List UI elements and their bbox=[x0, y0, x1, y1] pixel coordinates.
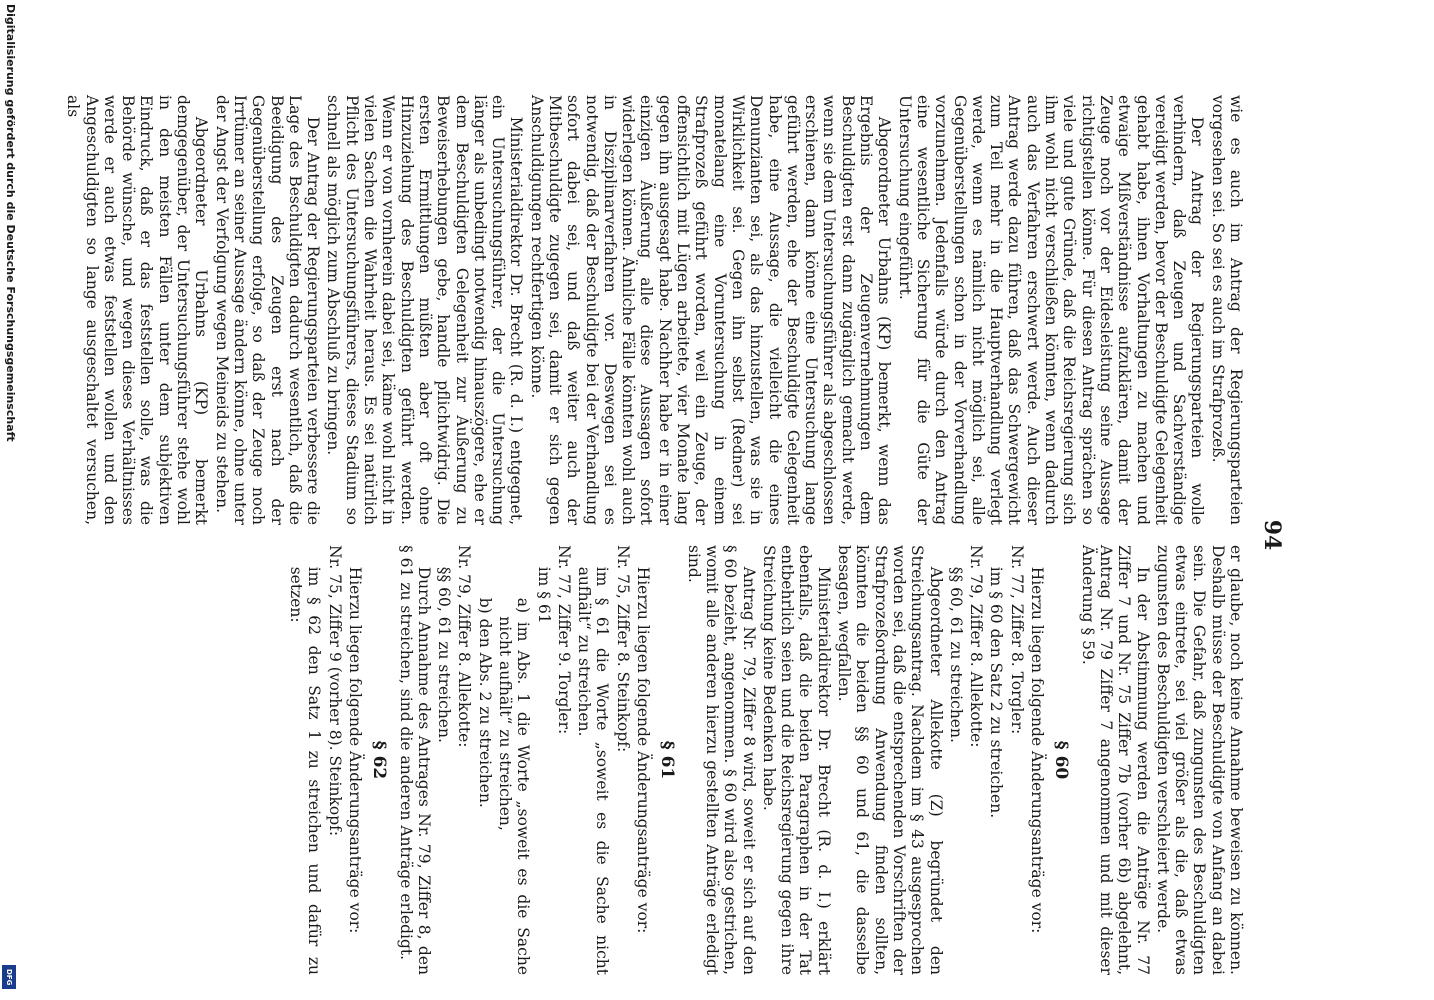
amendment-label: Nr. 77, Ziffer 8. Torgler: bbox=[1007, 545, 1026, 735]
paragraph: Hierzu liegen folgende Änderungsanträge vor: bbox=[1028, 566, 1047, 934]
section-heading-60: § 60 bbox=[1051, 740, 1072, 780]
paragraph: er glaube, noch keine Annahme beweisen zu können. Deshalb müsse der Beschuldigte von Anfang an dabei sein. Die Gefahr, daß zungunsten des Beschuldigten etwas eintrete, sei viel größer als die, daß etwas zugunsten des Beschuldigten verschleiert werde. bbox=[1153, 545, 1245, 975]
amendment-label: Nr. 79, Ziffer 8. Allekotte: bbox=[967, 545, 986, 748]
dfg-logo: DFG bbox=[2, 965, 16, 989]
paragraph: Ministerialdirektor Dr. Brecht (R. d. I.) erklärt ebenfalls, daß die beiden Paragraphen in der Tat entbehrlich seien und die Reichsregierung gegen ihre Streichung keine Bedenken habe. bbox=[759, 545, 833, 975]
paragraph: Ministerialdirektor Dr. Brecht (R. d. I.) entgegnet, ein Untersuchungsführer, der die Untersuchung länger als unbedingt notwendig hinauszögere, ehe er dem Beschuldigten Gelegenheit zur Äußerung zu Beweiserhebungen gebe, handle pflichtwidrig. Die ersten Ermittlungen müßten aber oft ohne Hinzuziehung des Beschuldigten geführt werden. Wenn er von vornherein dabei sei, käme wohl nicht in vielen Sachen die Wahrheit heraus. Es sei natürlich Pflicht des Untersuchungsführers, dieses Stadium so schnell als möglich zum Abschluß zu bringen. bbox=[324, 95, 526, 525]
amendment-text: im § 61 bbox=[534, 566, 553, 624]
amendment-text: im § 61 die Worte „soweit es die Sache nicht aufhält“ zu streichen. bbox=[575, 566, 612, 975]
paragraph: wie es auch im Antrag der Regierungsparteien vorgesehen sei. So sei es auch im Strafprozeß. bbox=[1208, 95, 1245, 525]
paragraph: Durch Annahme des Antrages Nr. 79, Ziffer 8, den § 61 zu streichen, sind die anderen Anträge erledigt. bbox=[396, 545, 433, 975]
amendment-label: Nr. 75, Ziffer 8. Steinkopf: bbox=[613, 545, 632, 753]
paragraph: Hierzu liegen folgende Änderungsanträge vor: bbox=[634, 566, 653, 934]
section-heading-62: § 62 bbox=[369, 740, 390, 780]
paragraph: Antrag Nr. 79, Ziffer 8 wird, soweit er sich auf den § 60 bezieht, angenommen. § 60 wird also gestrichen, womit alle anderen hierzu gestellten Anträge erledigt sind. bbox=[684, 545, 758, 975]
paragraph: Der Antrag der Regierungsparteien verbessere die Lage des Beschuldigten dadurch wesentlich, daß die Beeidigung des Zeugen erst nach der Gegenüberstellung erfolge, so daß der Zeuge noch Irrtümer an seiner Aussage ändern könne, ohne unter der Angst der Verfolgung wegen Meineids zu stehen. bbox=[212, 95, 323, 525]
amendment-text: im § 60 den Satz 2 zu streichen. bbox=[987, 566, 1006, 819]
amendment-label: Nr. 79, Ziffer 8. Allekotte: bbox=[455, 545, 474, 748]
amendment-subitem: a) im Abs. 1 die Worte „soweit es die Sache nicht aufhält“ zu streichen, bbox=[496, 597, 533, 975]
paragraph: In der Abstimmung werden die Anträge Nr. 77 Ziffer 7 und Nr. 75 Ziffer 7b (vorher 6b) abgelehnt, Antrag Nr. 79 Ziffer 7 angenommen und mit dieser Änderung § 59. bbox=[1078, 545, 1152, 975]
digitization-credit bbox=[2, 0, 24, 1000]
paragraph: Der Antrag der Regierungsparteien wolle verhindern, daß Zeugen und Sachverständige vereidigt werden, bevor der Beschuldigte Gelegenheit gehabt habe, ihnen Vorhaltungen zu machen und etwaige Mißverständnisse aufzuklären, damit der Zeuge noch vor der Eidesleistung seine Aussage richtigstellen könne. Für diesen Antrag sprächen so viele und gute Gründe, daß die Reichsregierung sich ihm wohl nicht verschließen könnten, wenn dadurch auch das Verfahren erschwert werde. Auch dieser Antrag werde dazu führen, daß das Schwergewicht zum Teil mehr in die Hauptverhandlung verlegt werde, wenn es nämlich nicht möglich sei, alle Gegenüberstellungen schon in der Vorverhandlung vorzunehmen. Jedenfalls würde durch den Antrag eine wesentliche Sicherung für die Güte der Untersuchung eingeführt. bbox=[895, 95, 1207, 525]
credit-text: Digitalisierung gefördert durch die Deutsche Forschungsgemeinschaft bbox=[4, 4, 17, 442]
amendment-label: Nr. 77, Ziffer 9. Torgler: bbox=[554, 545, 573, 735]
right-column bbox=[285, 545, 1245, 975]
amendment-label: Nr. 75, Ziffer 9 (vorher 8). Steinkopf: bbox=[325, 545, 344, 837]
section-heading-61: § 61 bbox=[657, 740, 678, 780]
page-number: 94 bbox=[1259, 519, 1285, 551]
document-page bbox=[64, 95, 1285, 975]
paragraph: Abgeordneter Allekotte (Z) begründet den Streichungsantrag. Nachdem im § 43 ausgesprochen worden sei, daß die entsprechenden Vorschriften der Strafprozeßordnung Anwendung finden sollten, könnten die beiden §§ 60 und 61, die dasselbe besagen, wegfallen. bbox=[835, 545, 945, 975]
amendment-text: §§ 60, 61 zu streichen. bbox=[435, 566, 454, 743]
left-column bbox=[62, 95, 1245, 525]
amendment-text: im § 62 den Satz 1 zu streichen und dafür zu setzen: bbox=[287, 566, 324, 975]
amendment-text: §§ 60, 61 zu streichen. bbox=[946, 566, 965, 743]
paragraph: Hierzu liegen folgende Änderungsanträge vor: bbox=[345, 566, 364, 934]
paragraph: Abgeordneter Urbahns (KP) bemerkt, wenn das Ergebnis der Zeugenvernehmungen dem Beschuldigten erst dann zugänglich gemacht werde, wenn sie dem Untersuchungsführer als abgeschlossen erschienen, dann könne eine Untersuchung lange geführt werden, ehe der Beschuldigte Gelegenheit habe, eine Aussage, die vielleicht die eines Denunzianten sei, als das hinzustellen, was sie in Wirklichkeit sei. Gegen ihn selbst (Redner) sei monatelang eine Voruntersuchung in einem Strafprozeß geführt worden, weil ein Zeuge, der offensichtlich mit Lügen arbeitete, vier Monate lang gegen ihn ausgesagt habe. Nachher habe er in einer einzigen Äußerung alle diese Aussagen sofort widerlegen können. Ähnliche Fälle könnten wohl auch in Disziplinarverfahren vor. Deswegen sei es notwendig, daß der Beschuldigte bei der Verhandlung sofort dabei sei, und daß weiter auch der Mitbeschuldigte zugegen sei, damit er sich gegen Anschuldigungen rechtfertigen könne. bbox=[527, 95, 894, 525]
paragraph: Abgeordneter Urbahns (KP) bemerkt demgegenüber, der Untersuchungsführer stehe wohl in den meisten Fällen unter dem subjektiven Eindruck, daß er das feststellen solle, was die Behörde wünsche, und wegen dieses Verhältnisses werde er auch etwas feststellen wollen und den Angeschuldigten so lange ausgeschaltet versuchen, als bbox=[64, 95, 211, 525]
amendment-subitem: b) den Abs. 2 zu streichen. bbox=[475, 597, 494, 808]
